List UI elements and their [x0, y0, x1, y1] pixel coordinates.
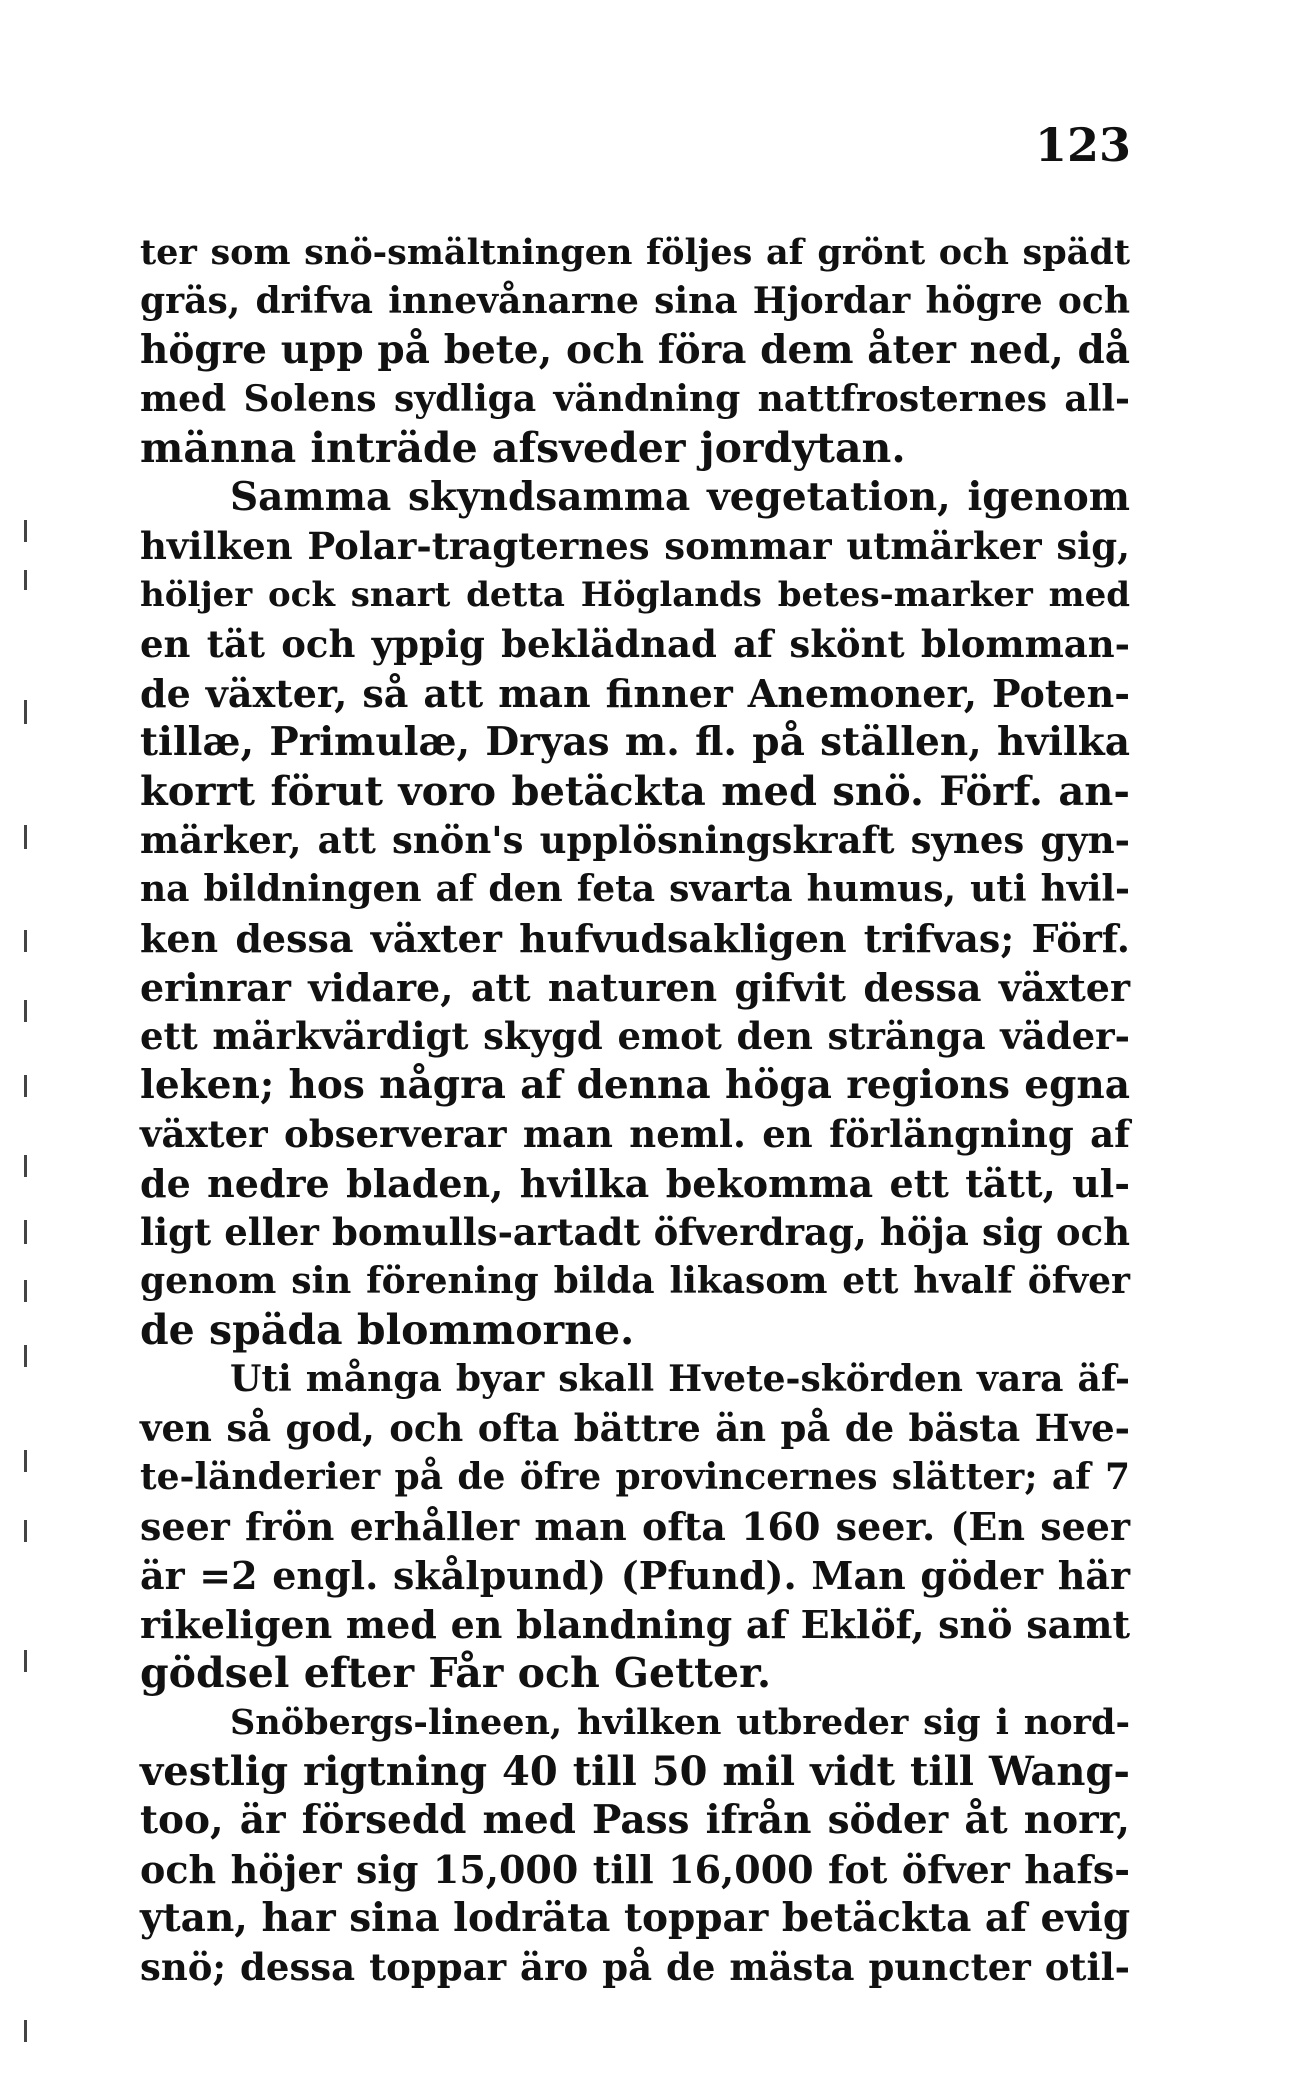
text-line: genom sin förening bilda likasom ett hvalf öfver: [140, 1260, 1130, 1302]
gutter-mark: [24, 1650, 27, 1672]
text-line: Uti många byar skall Hvete-skörden vara äf-: [230, 1358, 1130, 1400]
text-line: ligt eller bomulls-artadt öfverdrag, höja sig och: [140, 1210, 1130, 1254]
text-line: erinrar vidare, att naturen gifvit dessa växter: [140, 965, 1130, 1010]
text-line: en tät och yppig beklädnad af skönt blomman-: [140, 622, 1130, 666]
text-line: med Solens sydliga vändning nattfrosternes all-: [140, 378, 1130, 420]
body-text: [140, 228, 1130, 1992]
gutter-mark: [24, 700, 27, 724]
text-line: rikeligen med en blandning af Eklöf, snö samt: [140, 1602, 1130, 1647]
gutter-mark: [24, 520, 27, 542]
gutter-mark: [24, 2020, 27, 2042]
gutter-mark: [24, 570, 27, 590]
text-line: te-länderier på de öfre provincernes slätter; af 7: [140, 1456, 1130, 1498]
text-line: na bildningen af den feta svarta humus, uti hvil-: [140, 868, 1130, 910]
text-line: ter som snö-smältningen följes af grönt och spädt: [140, 232, 1130, 273]
text-line: hvilken Polar-tragternes sommar utmärker sig,: [140, 524, 1130, 568]
text-line: de nedre bladen, hvilka bekomma ett tätt, ul-: [140, 1161, 1130, 1206]
text-line: too, är försedd med Pass ifrån söder åt norr,: [140, 1797, 1130, 1843]
gutter-mark: [24, 1220, 27, 1244]
text-line: de växter, så att man finner Anemoner, Poten-: [140, 671, 1130, 716]
text-line: ken dessa växter hufvudsakligen trifvas; Förf.: [140, 916, 1130, 961]
gutter-mark: [24, 930, 27, 952]
text-line: höljer ock snart detta Höglands betes-marker med: [140, 575, 1130, 615]
text-line: Samma skyndsamma vegetation, igenom: [230, 474, 1130, 520]
gutter-mark: [24, 825, 27, 849]
text-line: männa inträde afsveder jordytan.: [140, 424, 906, 472]
gutter-mark: [24, 1155, 27, 1177]
text-line: ven så god, och ofta bättre än på de bästa Hve-: [140, 1406, 1130, 1450]
text-line: gräs, drifva innevånarne sina Hjordar högre och: [140, 280, 1130, 322]
text-line: Snöbergs-lineen, hvilken utbreder sig i nord-: [230, 1702, 1130, 1743]
text-line: de späda blommorne.: [140, 1306, 635, 1354]
gutter-mark: [24, 1280, 27, 1302]
page-number: 123: [1035, 118, 1132, 172]
gutter-mark: [24, 1520, 27, 1542]
text-line: leken; hos några af denna höga regions egna: [140, 1062, 1130, 1108]
text-line: högre upp på bete, och föra dem åter ned, då: [140, 327, 1130, 373]
text-line: gödsel efter Får och Getter.: [140, 1649, 772, 1697]
gutter-mark: [24, 1345, 27, 1367]
gutter-mark: [24, 1075, 27, 1097]
text-line: växter observerar man neml. en förlängning af: [140, 1112, 1130, 1156]
binding-gutter: [18, 230, 38, 2030]
text-line: vestlig rigtning 40 till 50 mil vidt till Wang-: [140, 1748, 1130, 1795]
gutter-mark: [24, 1450, 27, 1472]
text-line: korrt förut voro betäckta med snö. Förf. an-: [140, 768, 1130, 815]
text-line: och höjer sig 15,000 till 16,000 fot öfver hafs-: [140, 1847, 1130, 1892]
text-line: snö; dessa toppar äro på de mästa puncter otil-: [140, 1945, 1130, 1989]
text-line: ett märkvärdigt skygd emot den stränga väder-: [140, 1014, 1130, 1058]
text-line: är =2 engl. skålpund) (Pfund). Man göder här: [140, 1553, 1130, 1598]
text-line: ytan, har sina lodräta toppar betäckta af evig: [140, 1895, 1131, 1941]
text-line: seer frön erhåller man ofta 160 seer. (En seer: [140, 1504, 1130, 1549]
text-line: märker, att snön's upplösningskraft synes gyn-: [140, 818, 1130, 862]
gutter-mark: [24, 1000, 27, 1022]
text-line: tillæ, Primulæ, Dryas m. fl. på ställen, hvilka: [140, 719, 1130, 765]
